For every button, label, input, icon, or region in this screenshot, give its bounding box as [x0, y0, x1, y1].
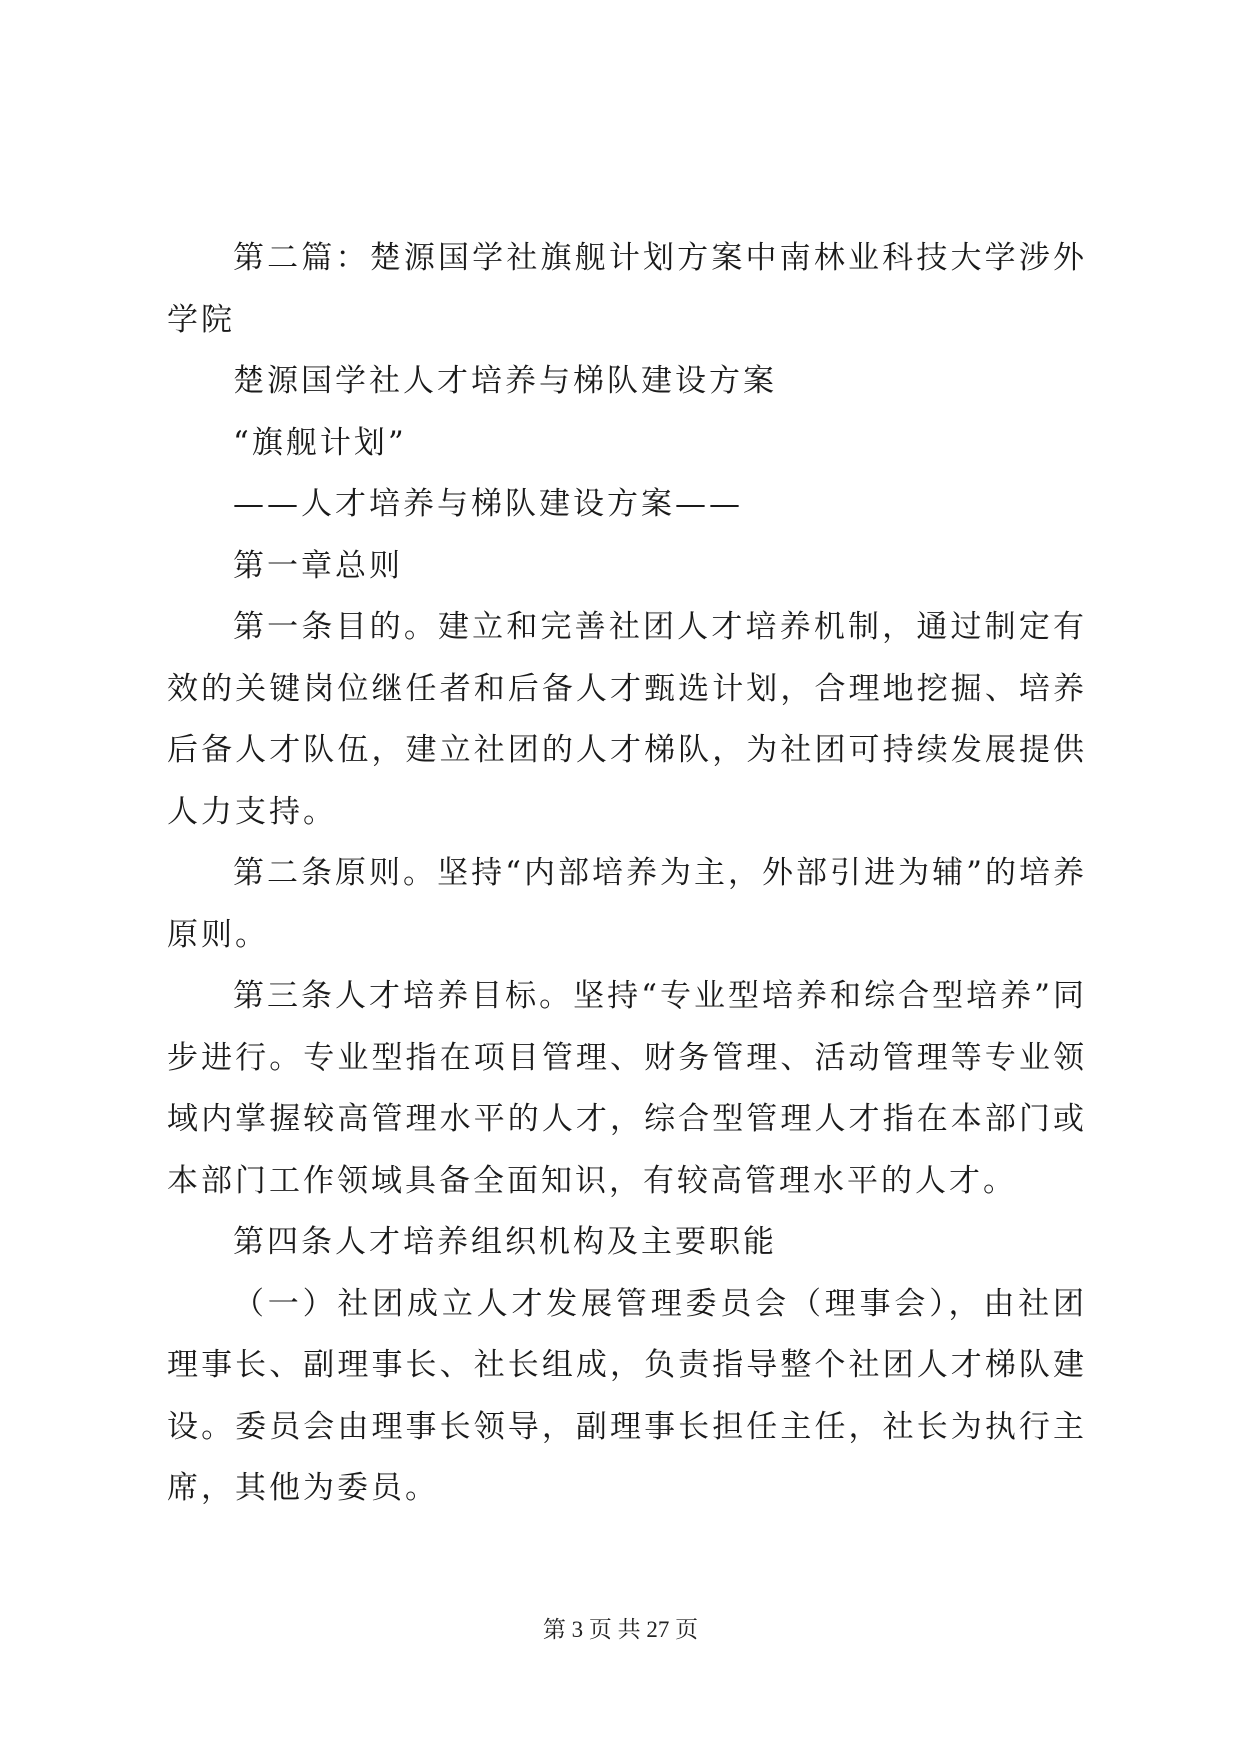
article-4-item-1: （一）社团成立人才发展管理委员会（理事会），由社团理事长、副理事长、社长组成，负责指导整个社团人才梯队建设。委员会由理事长领导，副理事长担任主任，社长为执行主席，其他为委员。: [167, 1285, 1087, 1506]
article-2: 第二条原则。坚持“内部培养为主，外部引进为辅”的培养原则。: [167, 855, 1087, 953]
plan-subtitle: ——人才培养与梯队建设方案——: [233, 486, 743, 522]
plan-title: 楚源国学社人才培养与梯队建设方案: [233, 363, 777, 399]
page-footer: 第 3 页 共 27 页: [542, 1617, 699, 1642]
section-title: 第二篇：楚源国学社旗舰计划方案中南林业科技大学涉外学院: [167, 240, 1087, 338]
document-body: [167, 228, 1087, 1520]
article-3: 第三条人才培养目标。坚持“专业型培养和综合型培养”同步进行。专业型指在项目管理、财务管理、活动管理等专业领域内掌握较高管理水平的人才，综合型管理人才指在本部门或本部门工作领域具备全面知识，有较高管理水平的人才。: [167, 978, 1087, 1199]
article-4-heading: 第四条人才培养组织机构及主要职能: [233, 1224, 777, 1260]
chapter-heading: 第一章总则: [233, 547, 403, 584]
plan-name: “旗舰计划”: [233, 424, 407, 461]
article-1: 第一条目的。建立和完善社团人才培养机制，通过制定有效的关键岗位继任者和后备人才甄选计划，合理地挖掘、培养后备人才队伍，建立社团的人才梯队，为社团可持续发展提供人力支持。: [167, 609, 1087, 830]
